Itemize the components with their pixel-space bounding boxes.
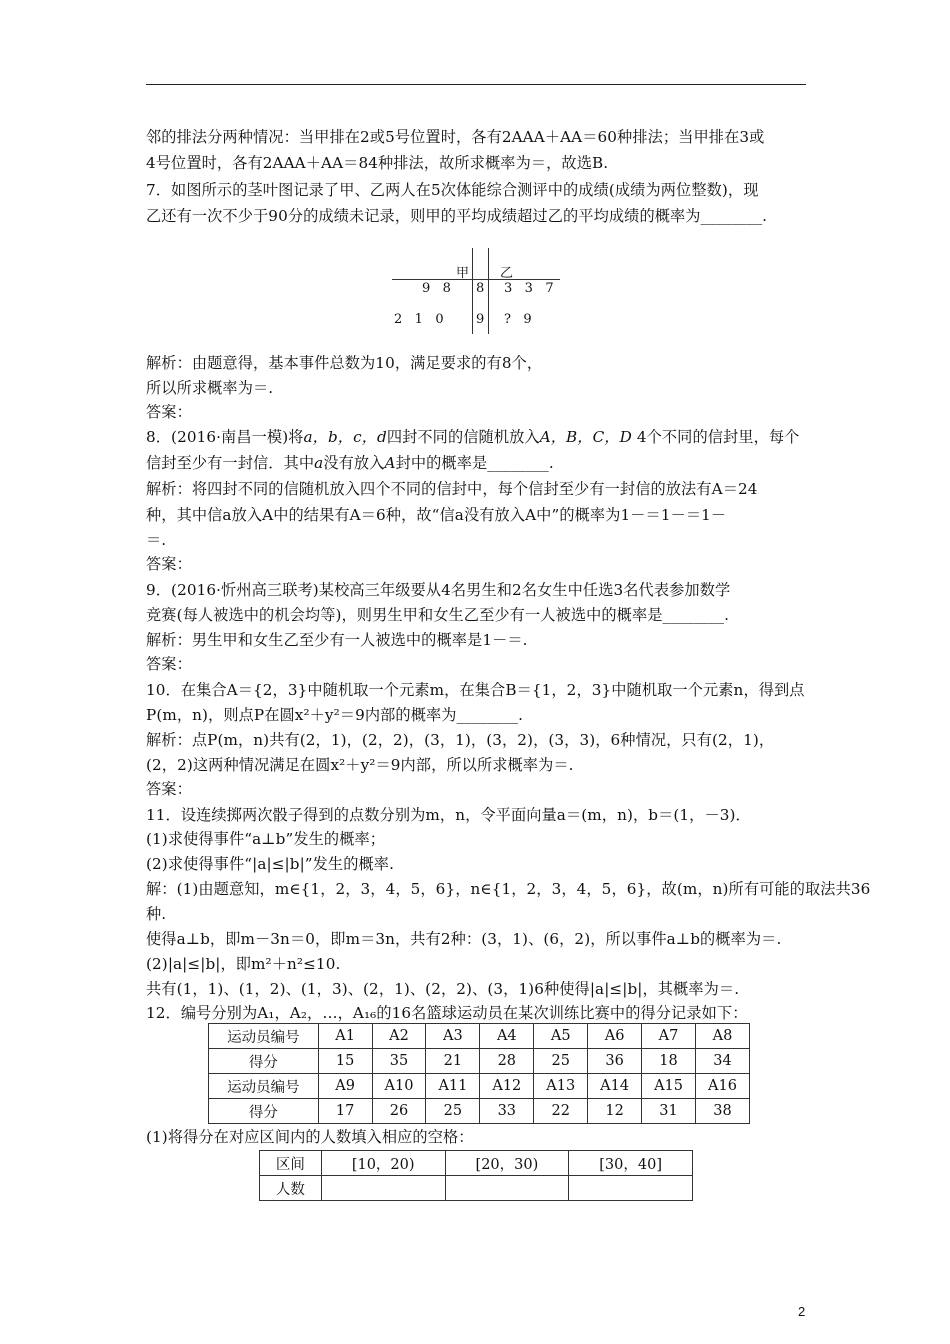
table-row [260,1176,693,1201]
table-cell: 12 [588,1099,642,1124]
text-line: 解析：将四封不同的信随机放入四个不同的信封中，每个信封至少有一封信的放法有A＝24 [146,480,758,498]
stem-leaf-right: 3 3 7 [504,281,554,296]
table-cell: 28 [480,1049,534,1074]
answer-label: 答案： [146,780,192,798]
table-cell: A1 [318,1024,372,1049]
table-cell: A14 [588,1074,642,1099]
text-line: 解析：由题意得，基本事件总数为10，满足要求的有8个， [146,354,543,372]
text-line: 解：(1)由题意知，m∈{1，2，3，4，5，6}，n∈{1，2，3，4，5，6}，故(m，n)所有可能的取法共36 [146,880,871,898]
stem-leaf-stem: 8 [476,281,485,296]
table-row [260,1151,693,1176]
stem-leaf-left-header: 甲 [456,266,470,281]
table-cell: A16 [695,1074,749,1099]
problem-9: 9．(2016·忻州高三联考)某校高三年级要从4名男生和2名女生中任选3名代表参加数学 [146,581,731,599]
table-cell: 31 [642,1099,696,1124]
table-cell: A8 [695,1024,749,1049]
text-line: 信封至少有一封信．其中a没有放入A封中的概率是________. [146,454,554,472]
text-line: 4号位置时，各有2AAA＋AA＝84种排法，故所求概率为＝，故选B. [146,154,609,172]
text-line: (1)将得分在对应区间内的人数填入相应的空格： [146,1128,474,1146]
interval-table [259,1150,693,1201]
table-cell: 运动员编号 [209,1074,319,1099]
text-line: (2)求使得事件“|a|≤|b|”发生的概率. [146,855,395,873]
text-line: 种，其中信a放入A中的结果有A＝6种，故“信a没有放入A中”的概率为1－＝1－＝1－ [146,506,727,524]
table-cell: 34 [695,1049,749,1074]
stem-leaf-left: 9 8 [422,281,451,296]
table-cell: 21 [426,1049,480,1074]
problem-8: 8．(2016·南昌一模)将a，b，c，d四封不同的信随机放入A，B，C，D 4个不同的信封里，每个 [146,428,800,446]
problem-10: 10．在集合A＝{2，3}中随机取一个元素m，在集合B＝{1，2，3}中随机取一个元素n，得到点 [146,681,805,699]
answer-label: 答案： [146,403,192,421]
text-line: 解析：男生甲和女生乙至少有一人被选中的概率是1－＝. [146,631,528,649]
text-line: P(m，n)，则点P在圆x²＋y²＝9内部的概率为________. [146,706,524,724]
table-cell: A5 [534,1024,588,1049]
table-cell: A12 [480,1074,534,1099]
table-row [209,1024,750,1049]
table-row [209,1049,750,1074]
table-cell: 17 [318,1099,372,1124]
empty-cell[interactable] [321,1176,445,1201]
text-line: 竞赛(每人被选中的机会均等)，则男生甲和女生乙至少有一人被选中的概率是________. [146,606,730,624]
page-number: 2 [798,1304,806,1319]
table-cell: 35 [372,1049,426,1074]
table-cell: A4 [480,1024,534,1049]
table-cell: 得分 [209,1099,319,1124]
stem-leaf-left: 2 1 0 [394,312,444,327]
answer-label: 答案： [146,655,192,673]
table-cell: 26 [372,1099,426,1124]
stem-leaf-vline [488,248,489,334]
table-cell: 33 [480,1099,534,1124]
table-cell: 运动员编号 [209,1024,319,1049]
table-cell: [10，20) [321,1151,445,1176]
stem-leaf-vline [472,248,473,334]
table-cell: A6 [588,1024,642,1049]
table-cell: A3 [426,1024,480,1049]
text-line: 种. [146,905,167,923]
table-cell: A2 [372,1024,426,1049]
table-cell: A9 [318,1074,372,1099]
table-cell: A10 [372,1074,426,1099]
table-cell: 25 [534,1049,588,1074]
stem-leaf-right: ? 9 [504,312,532,327]
empty-cell[interactable] [569,1176,693,1201]
problem-7: 7．如图所示的茎叶图记录了甲、乙两人在5次体能综合测评中的成绩(成绩为两位整数)，现 [146,181,759,199]
text-line: (2，2)这两种情况满足在圆x²＋y²＝9内部，所以所求概率为＝. [146,756,574,774]
stem-leaf-hline [392,279,560,280]
table-cell: 22 [534,1099,588,1124]
table-cell: 人数 [260,1176,322,1201]
table-cell: A11 [426,1074,480,1099]
text-line: 解析：点P(m，n)共有(2，1)，(2，2)，(3，1)，(3，2)，(3，3)，6种情况，只有(2，1)， [146,731,775,749]
table-row [209,1099,750,1124]
table-row [209,1074,750,1099]
table-cell: [30，40] [569,1151,693,1176]
table-cell: 15 [318,1049,372,1074]
table-cell: A15 [642,1074,696,1099]
stem-leaf-right-header: 乙 [500,266,514,281]
problem-11: 11．设连续掷两次骰子得到的点数分别为m，n，令平面向量a＝(m，n)，b＝(1，－3)． [146,806,751,824]
text-line: ＝. [146,531,167,549]
score-table [208,1023,750,1124]
answer-label: 答案： [146,555,192,573]
table-cell: 36 [588,1049,642,1074]
stem-leaf-stem: 9 [476,312,485,327]
table-cell: [20，30) [445,1151,569,1176]
table-cell: 得分 [209,1049,319,1074]
text-line: 使得a⊥b，即m－3n＝0，即m＝3n，共有2种：(3，1)、(6，2)，所以事件a⊥b的概率为＝. [146,930,782,948]
empty-cell[interactable] [445,1176,569,1201]
problem-12: 12．编号分别为A₁，A₂，…，A₁₆的16名篮球运动员在某次训练比赛中的得分记录如下： [146,1004,748,1022]
table-cell: A7 [642,1024,696,1049]
text-line: 邻的排法分两种情况：当甲排在2或5号位置时，各有2AAA＋AA＝60种排法；当甲排在3或 [146,128,765,146]
text-line: 共有(1，1)、(1，2)、(1，3)、(2，1)、(2，2)、(3，1)6种使得|a|≤|b|，其概率为＝. [146,980,740,998]
text-line: 乙还有一次不少于90分的成绩未记录，则甲的平均成绩超过乙的平均成绩的概率为________. [146,207,768,225]
table-cell: 25 [426,1099,480,1124]
text-line: (1)求使得事件“a⊥b”发生的概率； [146,830,386,848]
text-line: 所以所求概率为＝. [146,379,274,397]
text-line: (2)|a|≤|b|，即m²＋n²≤10. [146,955,341,973]
table-cell: 区间 [260,1151,322,1176]
table-cell: 18 [642,1049,696,1074]
header-rule [146,84,806,85]
table-cell: 38 [695,1099,749,1124]
table-cell: A13 [534,1074,588,1099]
